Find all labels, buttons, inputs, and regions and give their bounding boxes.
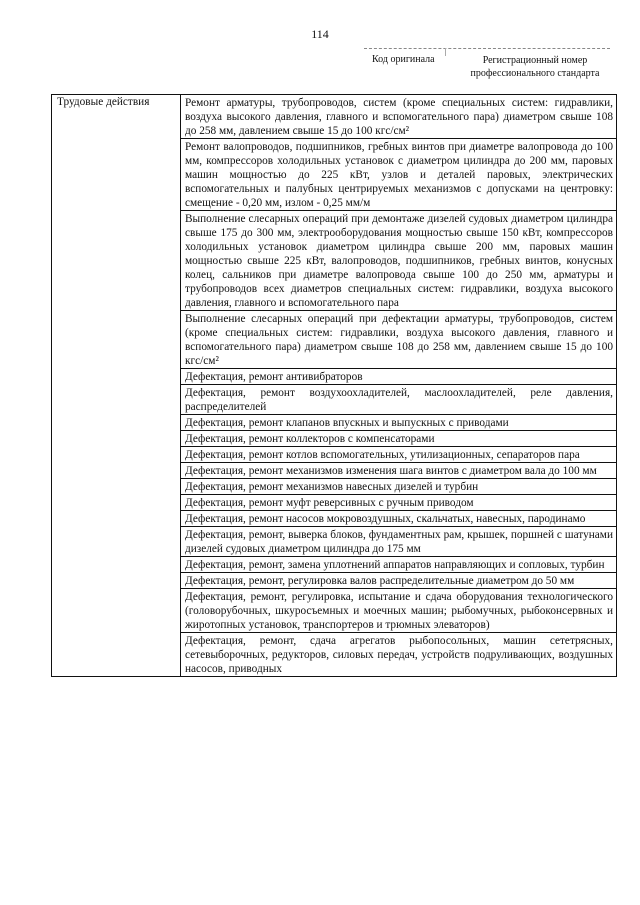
labor-action-cell: Ремонт арматуры, трубопроводов, систем (кроме специальных систем: гидравлики, воздуха высокого давления, главного и вспомогательного пара) диаметром свыше 108 до 258 мм, давлением свыше 15 до 100 кгс/см² xyxy=(181,95,617,139)
labor-action-cell: Дефектация, ремонт, регулировка, испытание и сдача оборудования технологического (головорубочных, шкуросъемных и моечных машин; рыбомучных, рыбоконсервных и жиротопных установок, транспортеров и трюмных элеваторов) xyxy=(181,589,617,633)
labor-action-cell: Дефектация, ремонт механизмов изменения шага винтов с диаметром вала до 100 мм xyxy=(181,463,617,479)
row-label-cell: Трудовые действия xyxy=(52,95,181,677)
header-divider xyxy=(445,48,446,56)
labor-action-cell: Выполнение слесарных операций при демонтаже дизелей судовых диаметром цилиндра свыше 175 до 300 мм, электрооборудования мощностью свыше 150 кВт, компрессоров холодильных установок диаметром цилиндра свыше 200 мм, паровых машин мощностью свыше 225 кВт, валопроводов, подшипников, гребных винтов, конусных колец, сальников при диаметре валопровода свыше 100 до 250 мм, арматуры и трубопроводов всех диаметров специальных систем: гидравлики, воздуха высокого давления, главного и вспомогательного пара xyxy=(181,211,617,311)
labor-actions-table xyxy=(51,94,617,677)
labor-action-cell: Выполнение слесарных операций при дефектации арматуры, трубопроводов, систем (кроме специальных систем: гидравлики, воздуха высокого давления, главного и вспомогательного пара) диаметром свыше 108 до 258 мм, давлением свыше 15 до 100 кгс/см² xyxy=(181,311,617,369)
header-underline xyxy=(364,48,610,50)
labor-action-cell: Дефектация, ремонт муфт реверсивных с ручным приводом xyxy=(181,495,617,511)
labor-action-cell: Дефектация, ремонт насосов мокровоздушных, скальчатых, навесных, пародинамо xyxy=(181,511,617,527)
labor-action-cell: Дефектация, ремонт механизмов навесных дизелей и турбин xyxy=(181,479,617,495)
labor-action-cell: Дефектация, ремонт, регулировка валов распределительные диаметром до 50 мм xyxy=(181,573,617,589)
table-row xyxy=(52,95,617,139)
labor-action-cell: Ремонт валопроводов, подшипников, гребных винтов при диаметре валопровода до 100 мм, компрессоров холодильных установок с диаметром цилиндра до 200 мм, паровых машин мощностью до 225 кВт, узлов и деталей паровых, электрических вспомогательных и палубных центрируемых механизмов с допусками на центровку: смещение - 0,20 мм, излом - 0,25 мм/м xyxy=(181,139,617,211)
labor-action-cell: Дефектация, ремонт котлов вспомогательных, утилизационных, сепараторов пара xyxy=(181,447,617,463)
labor-action-cell: Дефектация, ремонт клапанов впускных и выпускных с приводами xyxy=(181,415,617,431)
registration-number-label: Регистрационный номер профессионального стандарта xyxy=(470,55,600,79)
labor-action-cell: Дефектация, ремонт, сдача агрегатов рыбопосольных, машин сететрясных, сетевыборочных, редукторов, силовых передач, устройств подруливающих, воздушных насосов, приводных xyxy=(181,633,617,677)
labor-action-cell: Дефектация, ремонт, замена уплотнений аппаратов направляющих и сопловых, турбин xyxy=(181,557,617,573)
labor-action-cell: Дефектация, ремонт коллекторов с компенсаторами xyxy=(181,431,617,447)
labor-action-cell: Дефектация, ремонт воздухоохладителей, маслоохладителей, реле давления, распределителей xyxy=(181,385,617,415)
code-original-label: Код оригинала xyxy=(372,54,435,65)
labor-action-cell: Дефектация, ремонт, выверка блоков, фундаментных рам, крышек, поршней с шатунами дизелей судовых диаметром цилиндра до 175 мм xyxy=(181,527,617,557)
labor-action-cell: Дефектация, ремонт антивибраторов xyxy=(181,369,617,385)
page-number: 114 xyxy=(311,27,329,41)
